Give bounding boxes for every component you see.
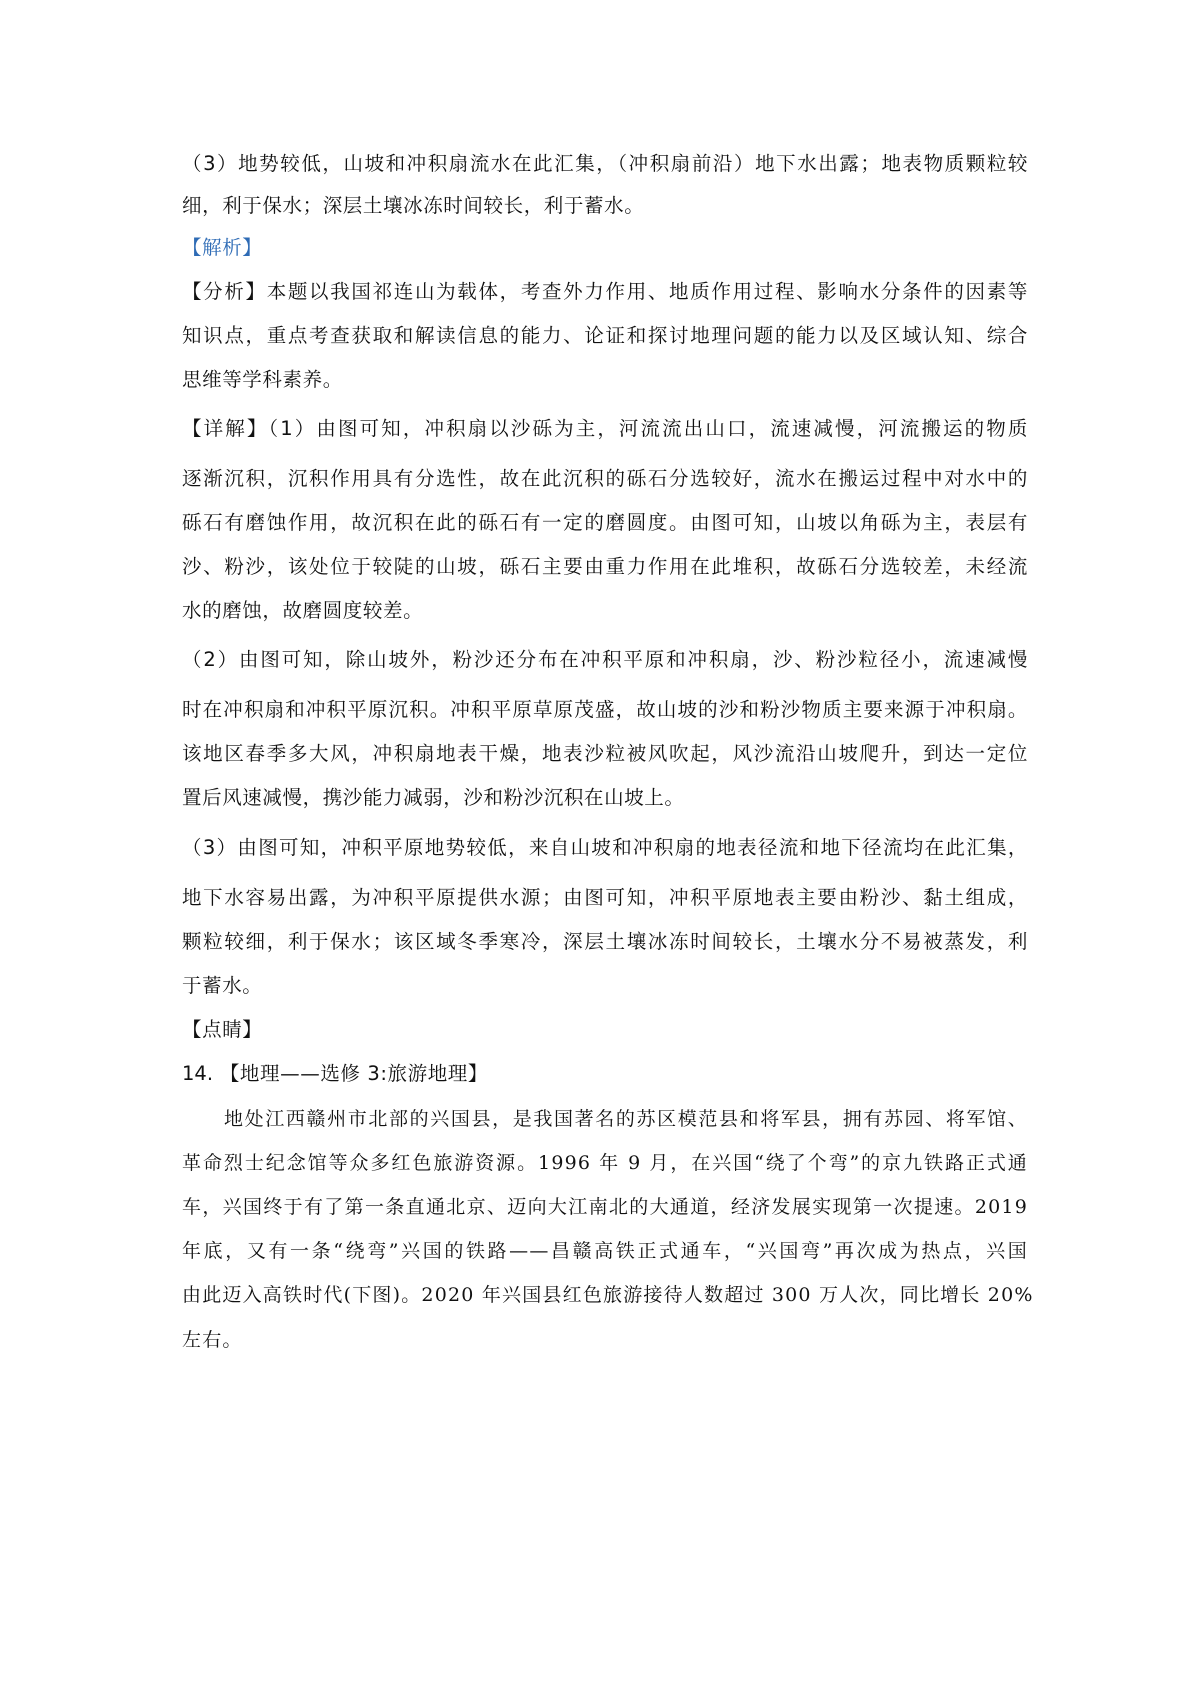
xiangjie2-line1: （2）由图可知，除山坡外，粉沙还分布在冲积平原和冲积扇，沙、粉沙粒径小，流速减慢	[182, 648, 1028, 671]
question-title: 【地理——选修 3:旅游地理】	[219, 1062, 489, 1085]
fenxi-line1: 【分析】本题以我国祁连山为载体，考查外力作用、地质作用过程、影响水分条件的因素等	[182, 280, 1028, 303]
answer3-line1: （3）地势较低，山坡和冲积扇流水在此汇集，（冲积扇前沿）地下水出露；地表物质颗粒较	[182, 152, 1028, 175]
xiangjie1-line2: 逐渐沉积，沉积作用具有分选性，故在此沉积的砾石分选较好，流水在搬运过程中对水中的	[182, 467, 1028, 490]
xiangjie1-line4: 沙、粉沙，该处位于较陡的山坡，砾石主要由重力作用在此堆积，故砾石分选较差，未经流	[182, 555, 1028, 578]
fenxi-line3: 思维等学科素养。	[182, 368, 343, 391]
xiangjie1-line1: 【详解】（1）由图可知，冲积扇以沙砾为主，河流流出山口，流速减慢，河流搬运的物质	[182, 417, 1028, 440]
xiangjie1-line5: 水的磨蚀，故磨圆度较差。	[182, 599, 424, 622]
xiangjie3-line1: （3）由图可知，冲积平原地势较低，来自山坡和冲积扇的地表径流和地下径流均在此汇集，	[182, 836, 1028, 859]
xiangjie3-line3: 颗粒较细，利于保水；该区域冬季寒冷，深层土壤冰冻时间较长，土壤水分不易被蒸发，利	[182, 930, 1028, 953]
q14-line4: 年底，又有一条“绕弯”兴国的铁路——昌赣高铁正式通车，“兴国弯”再次成为热点，兴国	[182, 1240, 1028, 1262]
xiangjie2-line2: 时在冲积扇和冲积平原沉积。冲积平原草原茂盛，故山坡的沙和粉沙物质主要来源于冲积扇。	[182, 698, 1028, 721]
q14-line1: 地处江西赣州市北部的兴国县，是我国著名的苏区模范县和将军县，拥有苏园、将军馆、	[224, 1108, 1028, 1130]
jiexi-heading: 【解析】	[182, 236, 263, 259]
xiangjie3-line4: 于蓄水。	[182, 974, 263, 997]
q14-line6: 左右。	[182, 1329, 243, 1351]
xiangjie2-line3: 该地区春季多大风，冲积扇地表干燥，地表沙粒被风吹起，风沙流沿山坡爬升，到达一定位	[182, 742, 1028, 765]
answer3-line2: 细，利于保水；深层土壤冰冻时间较长，利于蓄水。	[182, 194, 645, 217]
xiangjie3-line2: 地下水容易出露，为冲积平原提供水源；由图可知，冲积平原地表主要由粉沙、黏土组成，	[182, 886, 1028, 909]
q14-line3: 车，兴国终于有了第一条直通北京、迈向大江南北的大通道，经济发展实现第一次提速。2019	[182, 1196, 1028, 1218]
question-14-header	[182, 1058, 488, 1086]
xiangjie1-line3: 砾石有磨蚀作用，故沉积在此的砾石有一定的磨圆度。由图可知，山坡以角砾为主，表层有	[182, 511, 1028, 534]
dianjing-heading: 【点睛】	[182, 1018, 263, 1041]
q14-line5: 由此迈入高铁时代(下图)。2020 年兴国县红色旅游接待人数超过 300 万人次，同比增长 20%	[182, 1284, 1034, 1306]
q14-line2: 革命烈士纪念馆等众多红色旅游资源。1996 年 9 月，在兴国“绕了个弯”的京九铁路正式通	[182, 1152, 1028, 1174]
fenxi-line2: 知识点，重点考查获取和解读信息的能力、论证和探讨地理问题的能力以及区域认知、综合	[182, 324, 1028, 347]
question-number: 14.	[182, 1062, 214, 1085]
xiangjie2-line4: 置后风速减慢，携沙能力减弱，沙和粉沙沉积在山坡上。	[182, 786, 685, 809]
